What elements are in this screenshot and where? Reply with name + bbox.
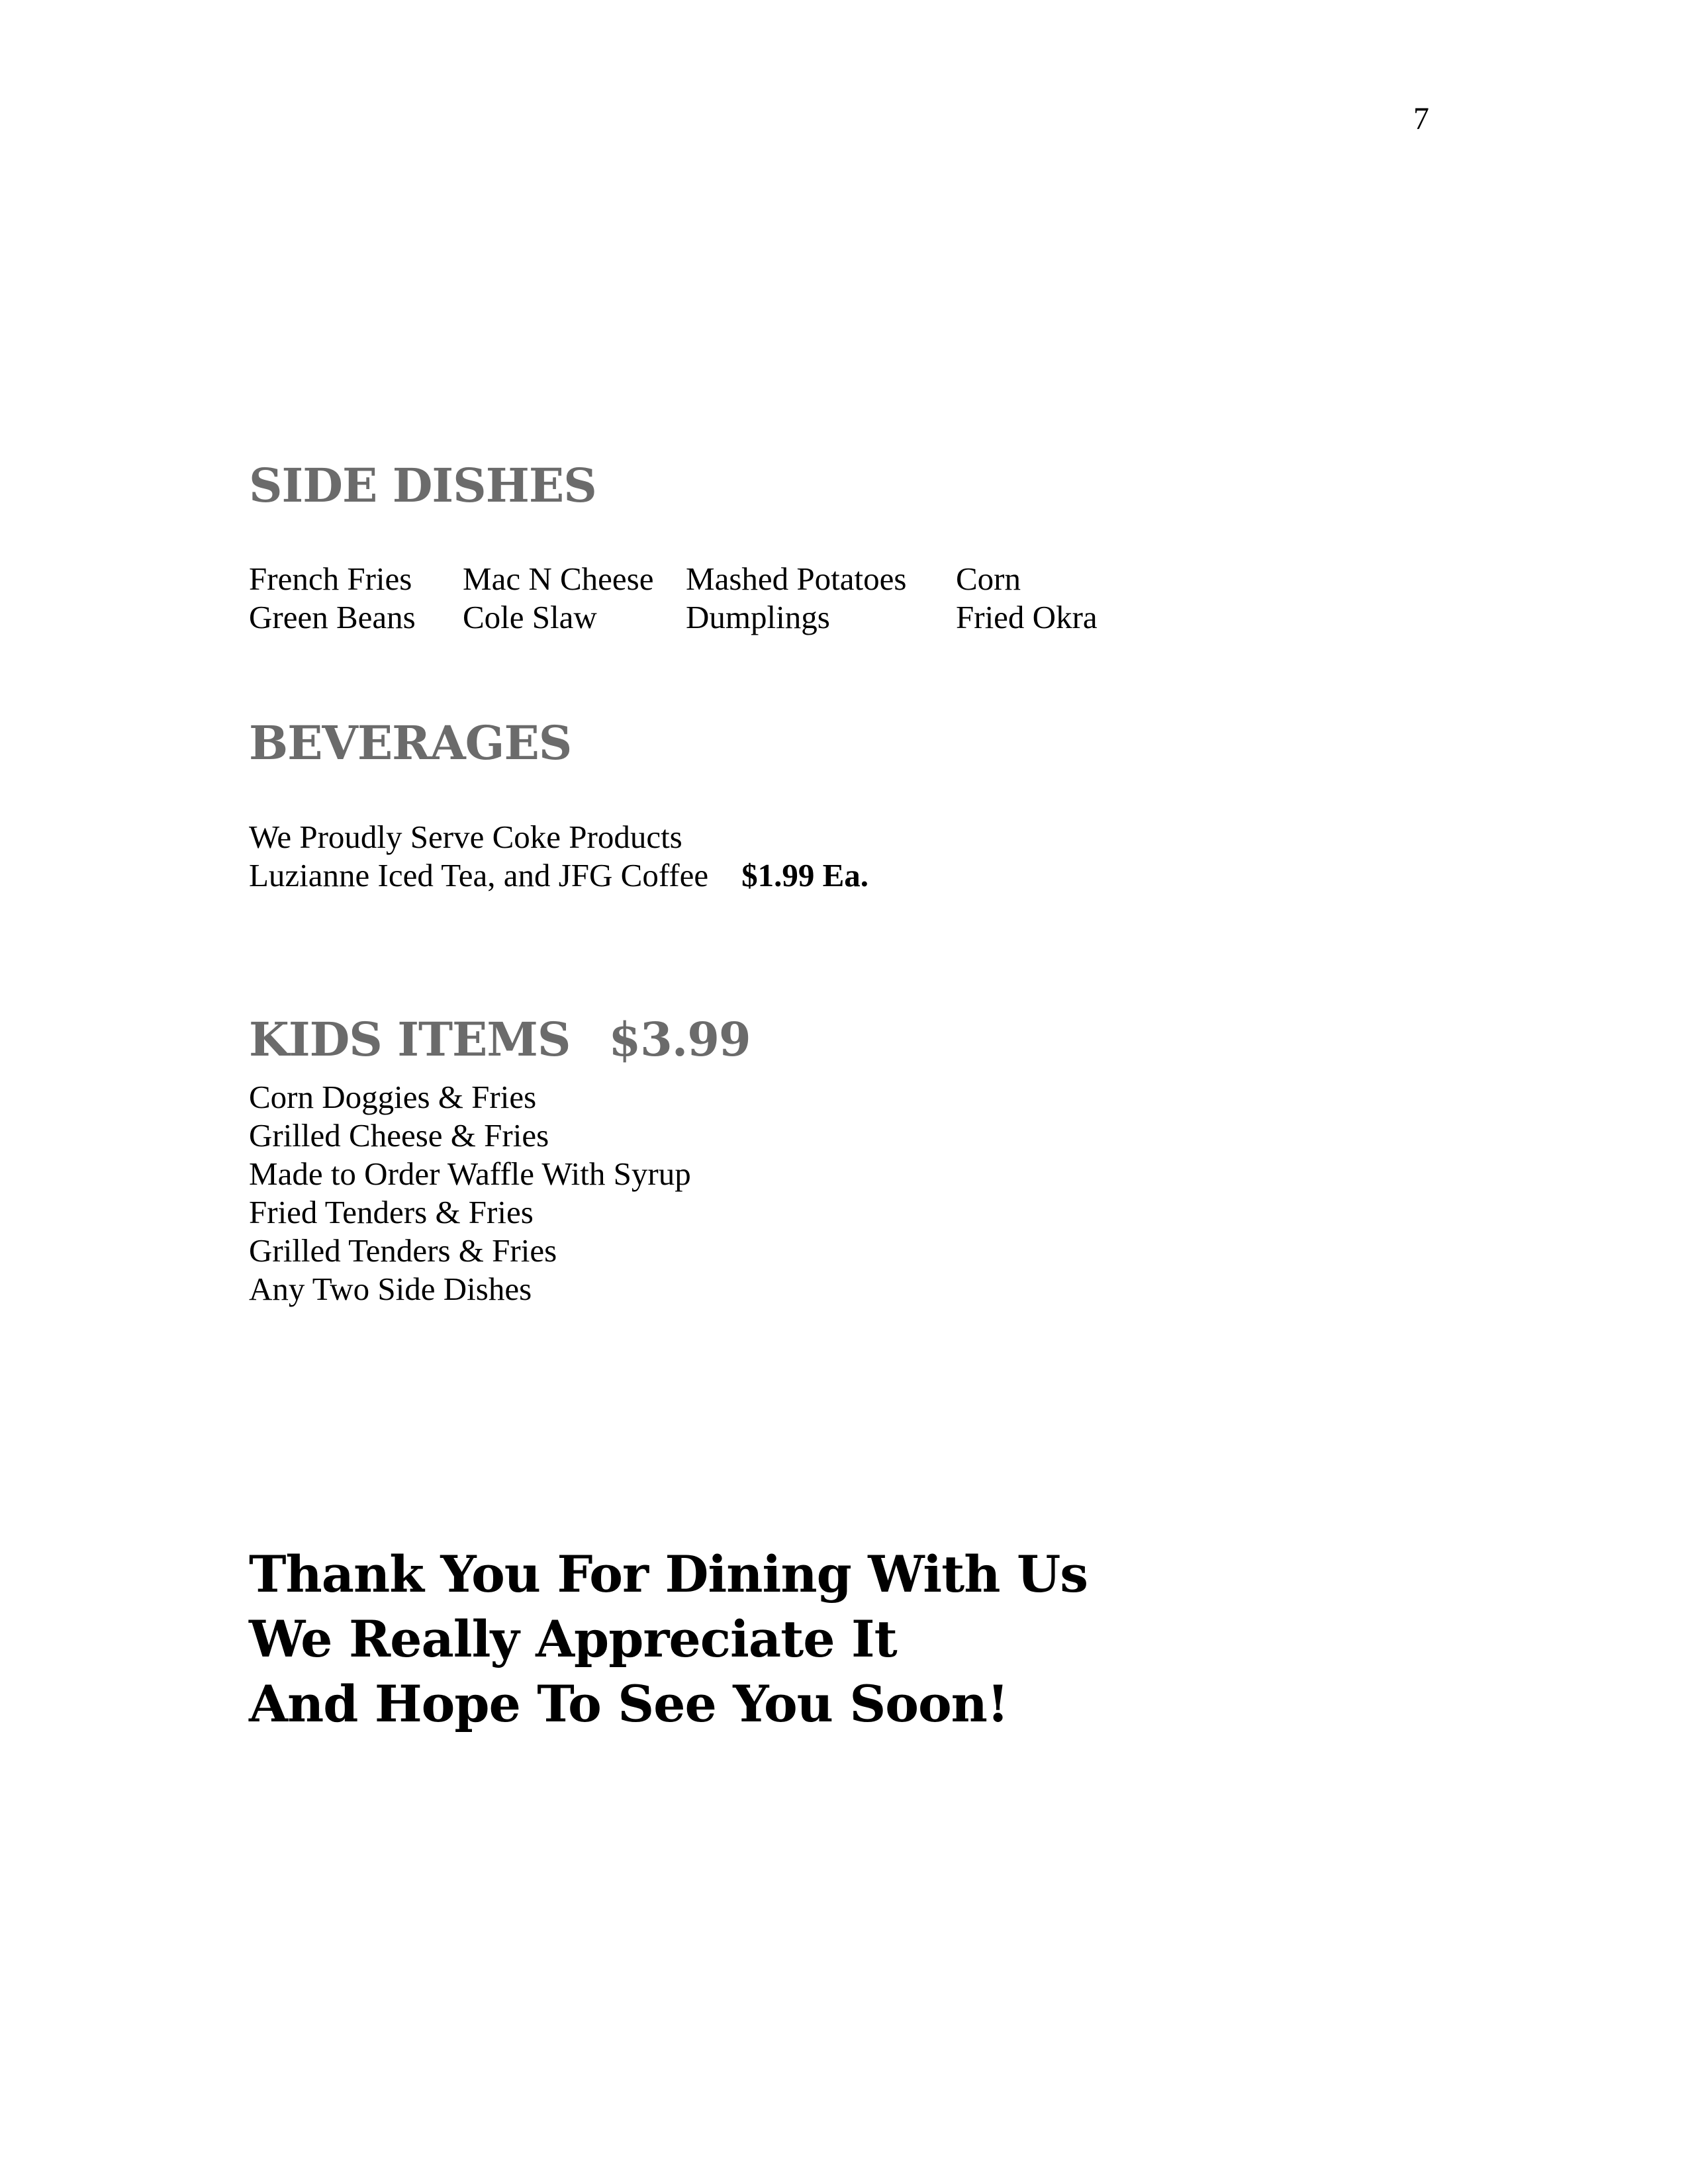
kids-item: Made to Order Waffle With Syrup: [249, 1156, 691, 1192]
kids-item: Grilled Cheese & Fries: [249, 1117, 549, 1154]
beverages-line-2: [249, 856, 868, 895]
side-dish-item: French Fries: [249, 561, 412, 597]
kids-item: Grilled Tenders & Fries: [249, 1232, 557, 1269]
side-dish-item: Mashed Potatoes: [686, 561, 907, 597]
thank-you-line-1: Thank You For Dining With Us: [249, 1545, 1088, 1604]
side-dish-item: Fried Okra: [956, 599, 1098, 635]
beverages-heading: BEVERAGES: [249, 715, 572, 770]
side-dishes-list: [249, 560, 1154, 637]
kids-items-heading: [249, 1010, 751, 1069]
kids-item: Corn Doggies & Fries: [249, 1079, 537, 1115]
thank-you-line-3: And Hope To See You Soon!: [249, 1674, 1009, 1733]
beverages-block: [249, 818, 868, 895]
thank-you-message: [249, 1542, 1088, 1737]
side-dish-item: Corn: [956, 561, 1021, 597]
beverages-line-2-text: Luzianne Iced Tea, and JFG Coffee: [249, 857, 709, 893]
kids-item: Any Two Side Dishes: [249, 1271, 532, 1307]
side-dish-item: Mac N Cheese: [463, 561, 654, 597]
side-dish-item: Green Beans: [249, 599, 416, 635]
kids-item: Fried Tenders & Fries: [249, 1194, 534, 1230]
kids-items-list: [249, 1078, 691, 1308]
thank-you-line-2: We Really Appreciate It: [249, 1610, 897, 1668]
side-dish-item: Dumplings: [686, 599, 830, 635]
kids-items-title: KIDS ITEMS: [249, 1012, 571, 1067]
beverages-line-1: We Proudly Serve Coke Products: [249, 819, 682, 855]
side-dish-item: Cole Slaw: [463, 599, 597, 635]
beverages-price: $1.99 Ea.: [741, 857, 869, 893]
page-number: 7: [1413, 101, 1429, 136]
side-dishes-heading: SIDE DISHES: [249, 458, 596, 513]
kids-items-price: $3.99: [608, 1012, 751, 1067]
